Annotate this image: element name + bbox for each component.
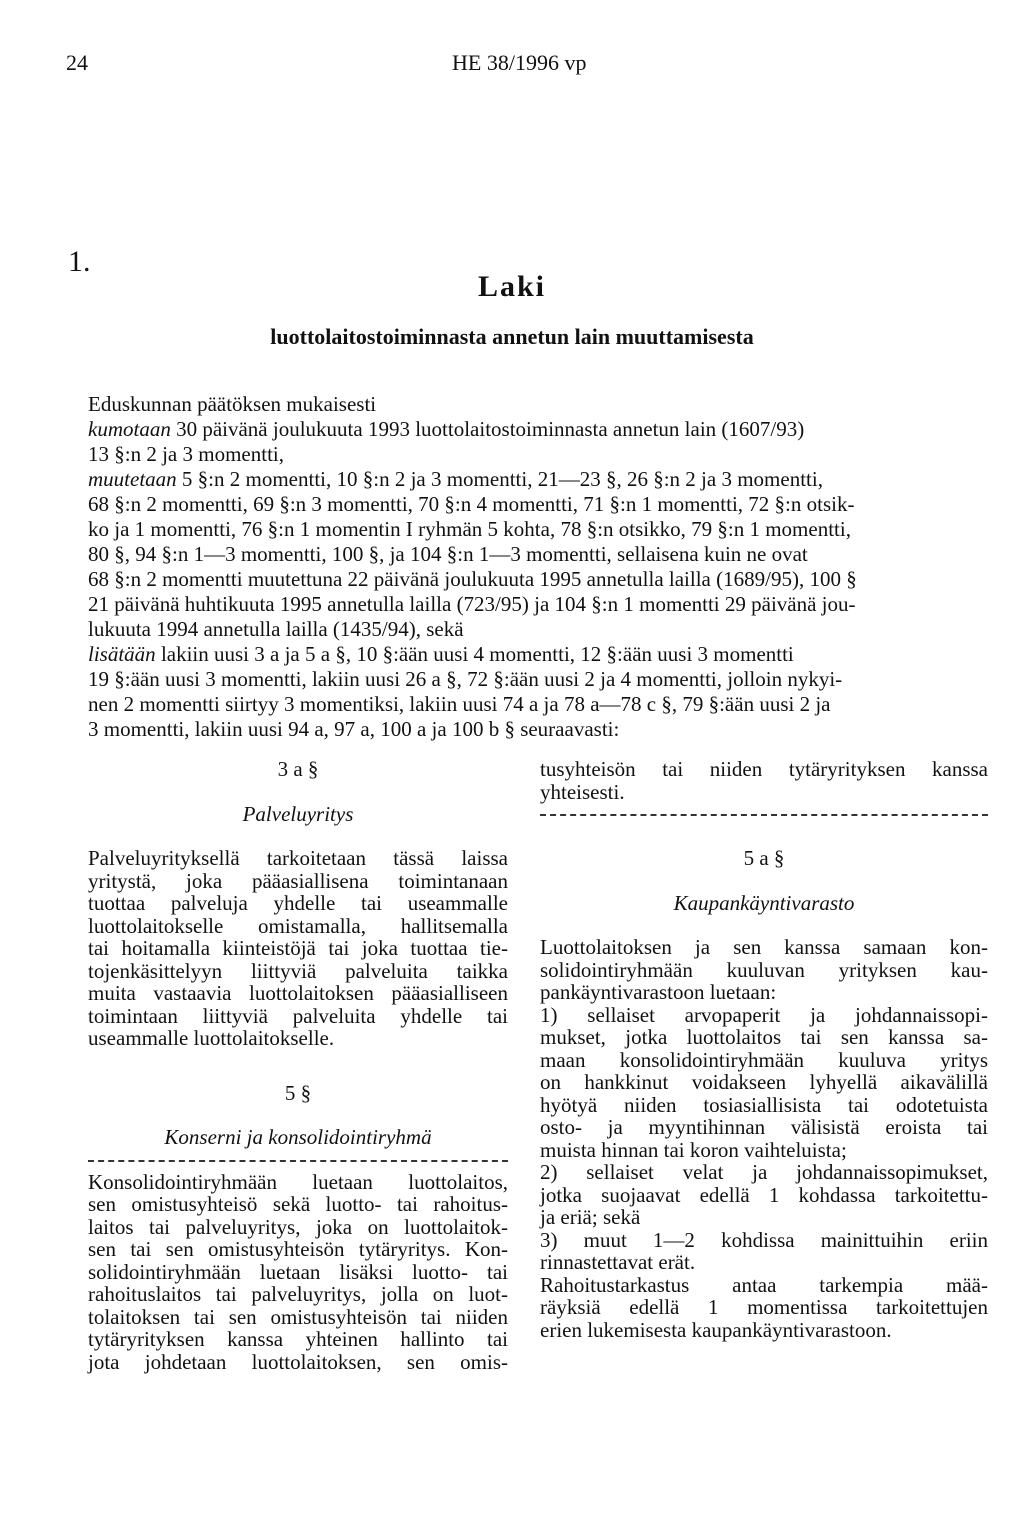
text-line: laitos tai palveluyritys, joka on luottolaitok- xyxy=(88,1214,508,1239)
text-line: toimintaan liittyviä palveluita yhdelle tai xyxy=(88,1003,508,1028)
text-line: tolaitoksen tai sen omistusyhteisön tai niiden xyxy=(88,1304,508,1329)
section-body xyxy=(88,1171,508,1374)
section-number: 5 § xyxy=(284,1080,312,1105)
law-number: 1. xyxy=(68,245,91,278)
section-title: Palveluyritys xyxy=(242,801,354,826)
text-line: rahoituslaitos tai palveluyritys, jolla on luot- xyxy=(88,1282,508,1306)
document-reference: HE 38/1996 vp xyxy=(452,50,587,75)
text-line: 2) sellaiset velat ja johdannaissopimukset, xyxy=(540,1160,988,1184)
intro-line: 3 momentti, lakiin uusi 94 a, 97 a, 100 a ja 100 b § seuraavasti: xyxy=(88,717,620,741)
text-line: solidointiryhmään luetaan lisäksi luotto- tai xyxy=(88,1259,508,1284)
section-number: 3 a § xyxy=(277,757,319,781)
intro-text: 5 §:n 2 momentti, 10 §:n 2 ja 3 momentti, 21—23 §, 26 §:n 2 ja 3 momentti, xyxy=(176,467,823,491)
text-line: 3) muut 1—2 kohdissa mainittuihin eriin xyxy=(540,1227,988,1252)
text-line: Konsolidointiryhmään luetaan luottolaitos, xyxy=(88,1169,508,1194)
omission-dashes xyxy=(88,1149,508,1171)
kumotaan-keyword: kumotaan xyxy=(88,417,171,441)
intro-line: 21 päivänä huhtikuuta 1995 annetulla lailla (723/95) ja 104 §:n 1 momentti 29 päivänä jou- xyxy=(88,592,856,616)
text-line: räyksiä edellä 1 momentissa tarkoitettujen xyxy=(540,1295,988,1319)
intro-line xyxy=(88,642,988,667)
text-line: yritystä, joka pääasiallisena toimintanaan xyxy=(88,868,508,893)
enacting-clause xyxy=(88,392,988,742)
text-line: luottolaitokselle omistamalla, hallitsemalla xyxy=(88,913,508,938)
text-line: erien lukemisesta kaupankäyntivarastoon. xyxy=(540,1317,892,1342)
section-body xyxy=(540,936,988,1341)
text-line: rinnastettavat erät. xyxy=(540,1250,696,1274)
section-title: Kaupankäyntivarasto xyxy=(673,890,855,915)
text-line: tuottaa palveluja yhdelle tai useammalle xyxy=(88,891,508,915)
intro-text: lakiin uusi 3 a ja 5 a §, 10 §:ään uusi 4 momentti, 12 §:ään uusi 3 momentti xyxy=(155,642,794,666)
text-line: tai hoitamalla kiinteistöjä tai joka tuottaa tie- xyxy=(88,936,508,960)
text-line: muita vastaavia luottolaitoksen pääasialliseen xyxy=(88,981,508,1005)
text-line: Rahoitustarkastus antaa tarkempia mää- xyxy=(540,1272,988,1297)
text-line: ja eriä; sekä xyxy=(540,1205,641,1229)
text-line: jota johdetaan luottolaitoksen, sen omis- xyxy=(88,1349,508,1374)
text-line: on hankkinut voidakseen lyhyellä aikavälillä xyxy=(540,1070,988,1094)
section-number: 5 a § xyxy=(743,846,785,870)
intro-text: 30 päivänä joulukuuta 1993 luottolaitostoiminnasta annetun lain (1607/93) xyxy=(170,417,805,441)
text-line: osto- ja myyntihinnan välisistä eroista tai xyxy=(540,1115,988,1139)
left-column xyxy=(88,758,508,1373)
text-line: tojenkäsittelyyn liittyviä palveluita taikka xyxy=(88,958,508,983)
text-line: maan konsolidointiryhmään kuuluva yritys xyxy=(540,1047,988,1072)
intro-line: lukuuta 1994 annetulla lailla (1435/94), sekä xyxy=(88,617,464,641)
text-line: jotka suojaavat edellä 1 kohdassa tarkoitettu- xyxy=(540,1182,988,1207)
intro-line: 68 §:n 2 momentti, 69 §:n 3 momentti, 70 §:n 4 momentti, 71 §:n 1 momentti, 72 §:n otsik- xyxy=(88,492,855,516)
intro-line xyxy=(88,467,988,492)
law-title: Laki xyxy=(477,270,547,303)
text-line: hyötyä niiden tosiasiallisista tai odotetuista xyxy=(540,1092,988,1117)
text-line: muista hinnan tai koron vaihteluista; xyxy=(540,1137,847,1162)
text-line: yhteisesti. xyxy=(540,779,625,804)
text-line: 1) sellaiset arvopaperit ja johdannaissopi- xyxy=(540,1002,988,1027)
text-line: sen omistusyhteisö sekä luotto- tai rahoitus- xyxy=(88,1192,508,1216)
continuation-text xyxy=(540,758,988,803)
text-line: Palveluyrityksellä tarkoitetaan tässä laissa xyxy=(88,846,508,870)
intro-line: 80 §, 94 §:n 1—3 momentti, 100 §, ja 104 §:n 1—3 momentti, sellaisena kuin ne ovat xyxy=(88,542,808,566)
text-line: sen tai sen omistusyhteisön tytäryritys. Kon- xyxy=(88,1237,508,1261)
page-number: 24 xyxy=(66,50,88,75)
muutetaan-keyword: muutetaan xyxy=(88,467,177,491)
intro-line: ko ja 1 momentti, 76 §:n 1 momentin I ryhmän 5 kohta, 78 §:n otsikko, 79 §:n 1 momentti, xyxy=(88,517,851,541)
text-line: tytäryrityksen kanssa yhteinen hallinto tai xyxy=(88,1327,508,1351)
text-line: useammalle luottolaitokselle. xyxy=(88,1026,335,1050)
intro-line xyxy=(88,417,988,442)
text-line: solidointiryhmään kuuluvan yrityksen kau- xyxy=(540,957,988,982)
intro-line: Eduskunnan päätöksen mukaisesti xyxy=(88,392,377,416)
text-line: pankäyntivarastoon luetaan: xyxy=(540,980,777,1004)
intro-line: 13 §:n 2 ja 3 momentti, xyxy=(88,442,284,466)
intro-line: 19 §:ään uusi 3 momentti, lakiin uusi 26 a §, 72 §:ään uusi 2 ja 4 momentti, jolloin nykyi- xyxy=(88,667,843,691)
section-body xyxy=(88,847,508,1050)
omission-dashes xyxy=(540,803,988,825)
lisataan-keyword: lisätään xyxy=(88,642,156,666)
text-line: tusyhteisön tai niiden tytäryrityksen kanssa xyxy=(540,757,988,781)
intro-line: nen 2 momentti siirtyy 3 momentiksi, lakiin uusi 74 a ja 78 a—78 c §, 79 §:ään uusi 2 ja xyxy=(88,692,831,716)
section-title: Konserni ja konsolidointiryhmä xyxy=(164,1125,432,1149)
law-subtitle: luottolaitostoiminnasta annetun lain muuttamisesta xyxy=(270,324,754,349)
right-column xyxy=(540,758,988,1341)
intro-line: 68 §:n 2 momentti muutettuna 22 päivänä joulukuuta 1995 annetulla lailla (1689/95), 100 § xyxy=(88,567,857,591)
text-line: mukset, jotka luottolaitos tai sen kanssa sa- xyxy=(540,1025,988,1049)
text-line: Luottolaitoksen ja sen kanssa samaan kon- xyxy=(540,935,988,959)
